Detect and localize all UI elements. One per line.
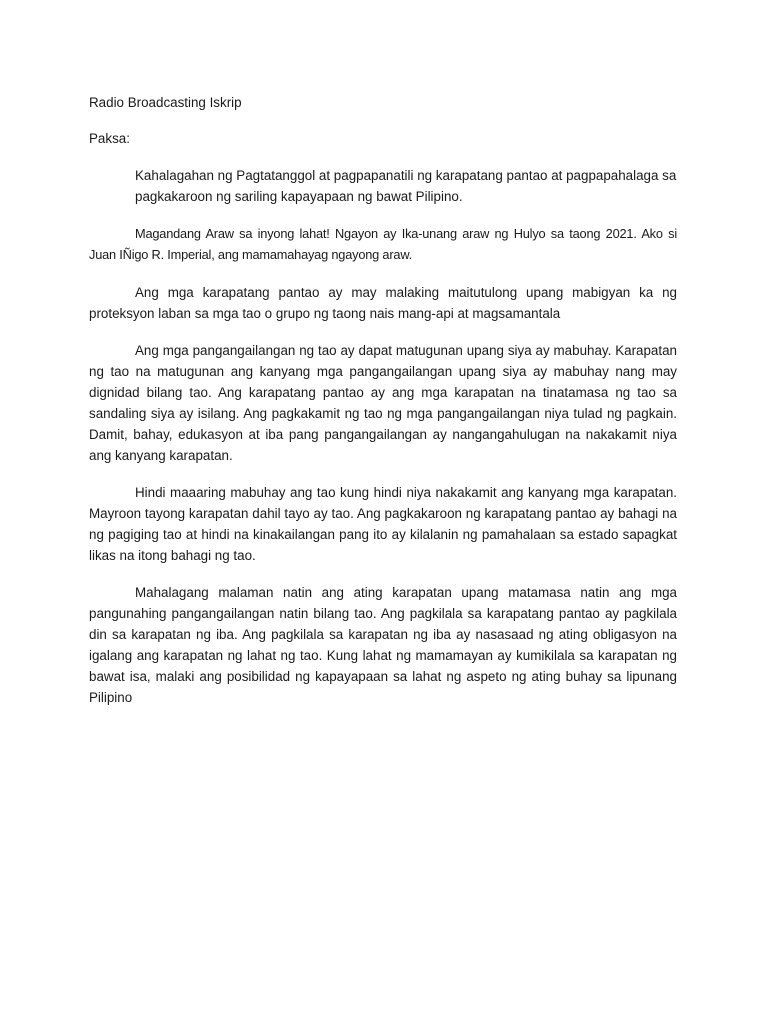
paragraph-5: Mahalagang malaman natin ang ating karapatan upang matamasa natin ang mga pangunahing pangangailangan natin bilang tao. Ang pagkilala sa karapatang pantao ay pagkilala din sa karapatan ng iba. Ang pagkilala sa karapatan ng iba ay nasasaad ng ating obligasyon na igalang ang karapatan ng lahat ng tao. Kung lahat ng mamamayan ay kumikilala sa karapatan ng bawat isa, malaki ang posibilidad ng kapayapaan sa lahat ng aspeto ng ating buhay sa lipunang Pilipino — [89, 585, 677, 705]
document-title: Radio Broadcasting Iskrip — [89, 95, 242, 110]
paragraph-2: Ang mga karapatang pantao ay may malaking maitutulong upang mabigyan ka ng proteksyon laban sa mga tao o grupo ng taong nais mang-api at magsamantala — [89, 285, 677, 321]
topic-text: Kahalagahan ng Pagtatanggol at pagpapanatili ng karapatang pantao at pagpapahalaga sa pagkakaroon ng sariling kapayapaan ng bawat Pilipino. — [135, 168, 677, 204]
paragraph-greeting: Magandang Araw sa inyong lahat! Ngayon ay Ika-unang araw ng Hulyo sa taong 2021. Ako si Juan IÑigo R. Imperial, ang mamamahayag ngayong araw. — [89, 226, 677, 262]
document-body — [89, 92, 677, 724]
paragraph-3: Ang mga pangangailangan ng tao ay dapat matugunan upang siya ay mabuhay. Karapatan ng tao na matugunan ang kanyang mga pangangailangan upang siya ay mabuhay nang may dignidad bilang tao. Ang karapatang pantao ay ang mga karapatan na tinatamasa ng tao sa sandaling siya ay isilang. Ang pagkakamit ng tao ng mga pangangailangan niya tulad ng pagkain. Damit, bahay, edukasyon at iba pang pangangailangan ay nangangahulugan na nakakamit niya ang kanyang karapatan. — [89, 343, 677, 463]
paksa-label: Paksa: — [89, 131, 130, 146]
paragraph-4: Hindi maaaring mabuhay ang tao kung hindi niya nakakamit ang kanyang mga karapatan. Mayroon tayong karapatan dahil tayo ay tao. Ang pagkakaroon ng karapatang pantao ay bahagi na ng pagiging tao at hindi na kinakailangan pang ito ay kilalanin ng pamahalaan sa estado sapagkat likas na itong bahagi ng tao. — [89, 485, 677, 563]
